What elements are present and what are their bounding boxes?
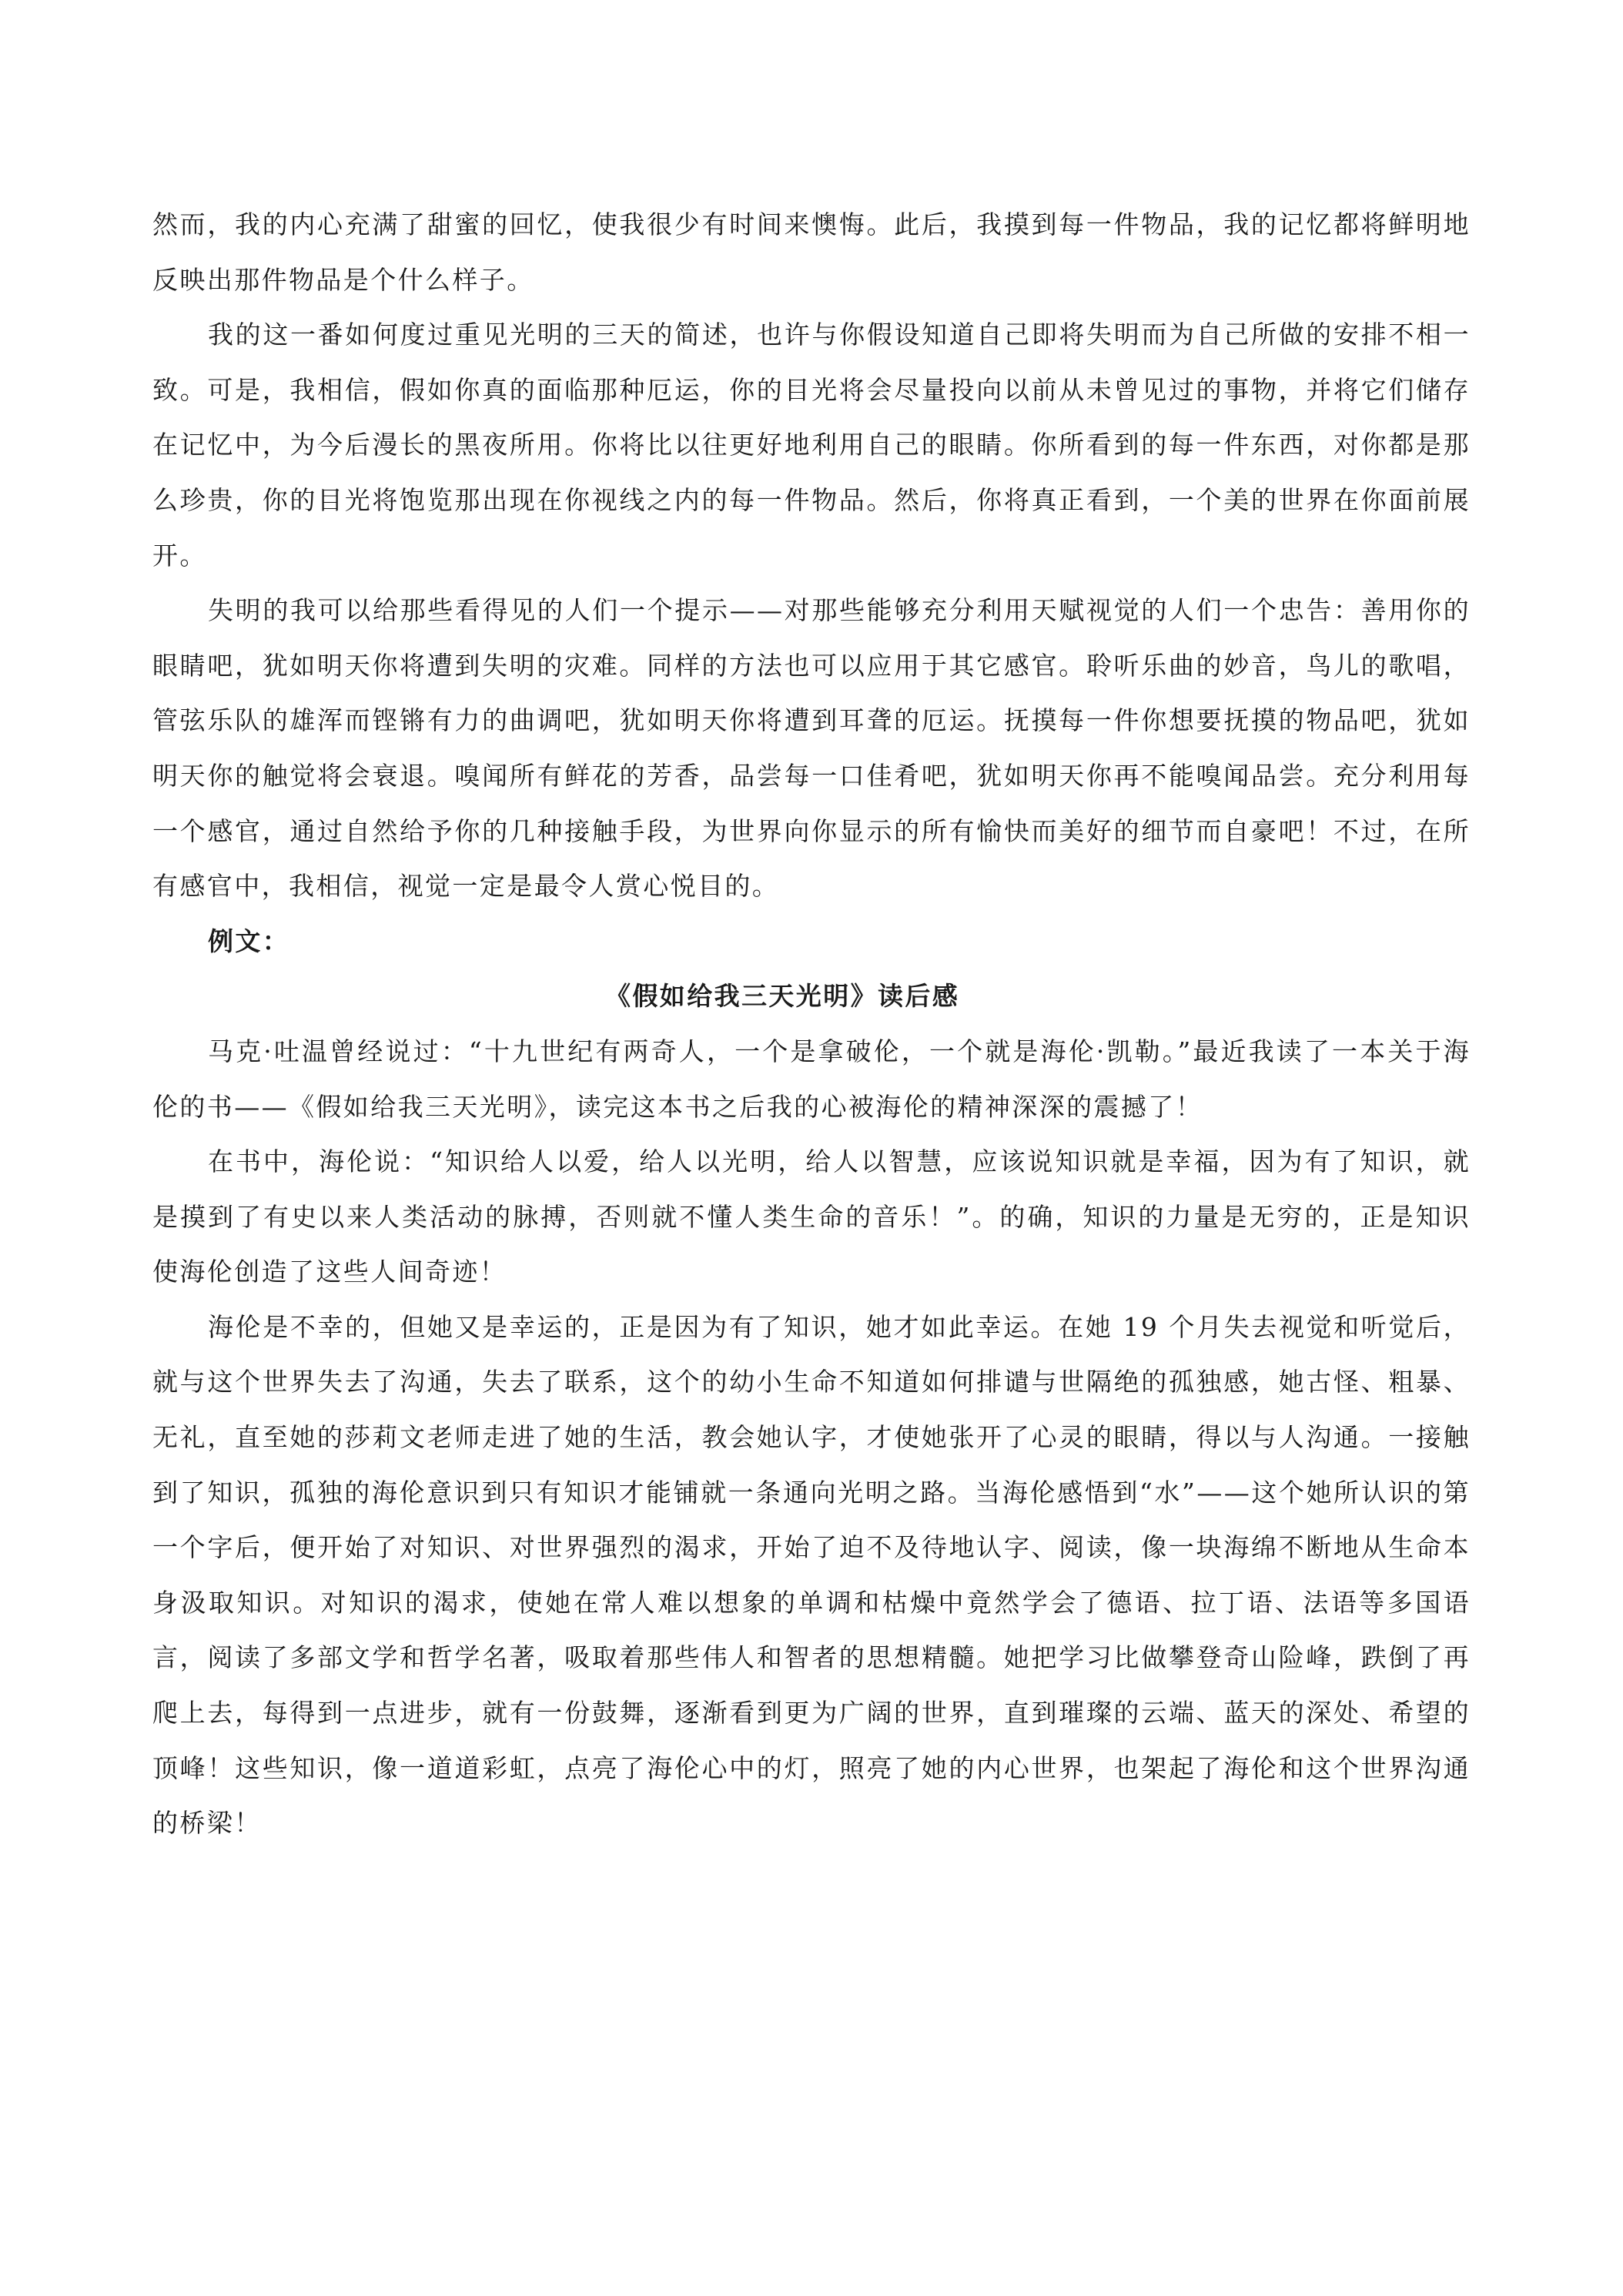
essay-paragraph-1: 马克·吐温曾经说过：“十九世纪有两奇人，一个是拿破伦，一个就是海伦·凯勒。”最近我读了一本关于海伦的书——《假如给我三天光明》，读完这本书之后我的心被海伦的精神深深的震撼了！ — [152, 1036, 1471, 1122]
essay-paragraph-2: 在书中，海伦说：“知识给人以爱，给人以光明，给人以智慧，应该说知识就是幸福，因为有了知识，就是摸到了有史以来人类活动的脉搏，否则就不懂人类生命的音乐！”。的确，知识的力量是无穷的，正是知识使海伦创造了这些人间奇迹！ — [152, 1146, 1471, 1287]
essay-title: 《假如给我三天光明》读后感 — [605, 981, 960, 1012]
paragraph-advice: 失明的我可以给那些看得见的人们一个提示——对那些能够充分利用天赋视觉的人们一个忠告：善用你的眼睛吧，犹如明天你将遭到失明的灾难。同样的方法也可以应用于其它感官。聆听乐曲的妙音，鸟儿的歌唱，管弦乐队的雄浑而铿锵有力的曲调吧，犹如明天你将遭到耳聋的厄运。抚摸每一件你想要抚摸的物品吧，犹如明天你的触觉将会衰退。嗅闻所有鲜花的芳香，品尝每一口佳肴吧，犹如明天你再不能嗅闻品尝。充分利用每一个感官，通过自然给予你的几种接触手段，为世界向你显示的所有愉快而美好的细节而自豪吧！不过，在所有感官中，我相信，视觉一定是最令人赏心悦目的。 — [152, 595, 1471, 902]
paragraph-summary: 我的这一番如何度过重见光明的三天的简述，也许与你假设知道自己即将失明而为自己所做的安排不相一致。可是，我相信，假如你真的面临那种厄运，你的目光将会尽量投向以前从未曾见过的事物，并将它们储存在记忆中，为今后漫长的黑夜所用。你将比以往更好地利用自己的眼睛。你所看到的每一件东西，对你都是那么珍贵，你的目光将饱览那出现在你视线之内的每一件物品。然后，你将真正看到，一个美的世界在你面前展开。 — [152, 320, 1471, 571]
essay-paragraph-3: 海伦是不幸的，但她又是幸运的，正是因为有了知识，她才如此幸运。在她 19 个月失去视觉和听觉后，就与这个世界失去了沟通，失去了联系，这个的幼小生命不知道如何排谴与世隔绝的孤独感，她古怪、粗暴、无礼，直至她的莎莉文老师走进了她的生活，教会她认字，才使她张开了心灵的眼睛，得以与人沟通。一接触到了知识，孤独的海伦意识到只有知识才能铺就一条通向光明之路。当海伦感悟到“水”——这个她所认识的第一个字后，便开始了对知识、对世界强烈的渴求，开始了迫不及待地认字、阅读，像一块海绵不断地从生命本身汲取知识。对知识的渴求，使她在常人难以想象的单调和枯燥中竟然学会了德语、拉丁语、法语等多国语言，阅读了多部文学和哲学名著，吸取着那些伟人和智者的思想精髓。她把学习比做攀登奇山险峰，跌倒了再爬上去，每得到一点进步，就有一份鼓舞，逐渐看到更为广阔的世界，直到璀璨的云端、蓝天的深处、希望的顶峰！这些知识，像一道道彩虹，点亮了海伦心中的灯，照亮了她的内心世界，也架起了海伦和这个世界沟通的桥梁！ — [152, 1311, 1471, 1839]
example-label: 例文： — [208, 925, 290, 956]
paragraph-continuation: 然而，我的内心充满了甜蜜的回忆，使我很少有时间来懊悔。此后，我摸到每一件物品，我的记忆都将鲜明地反映出那件物品是个什么样子。 — [152, 209, 1471, 295]
document-page — [152, 197, 1471, 1851]
